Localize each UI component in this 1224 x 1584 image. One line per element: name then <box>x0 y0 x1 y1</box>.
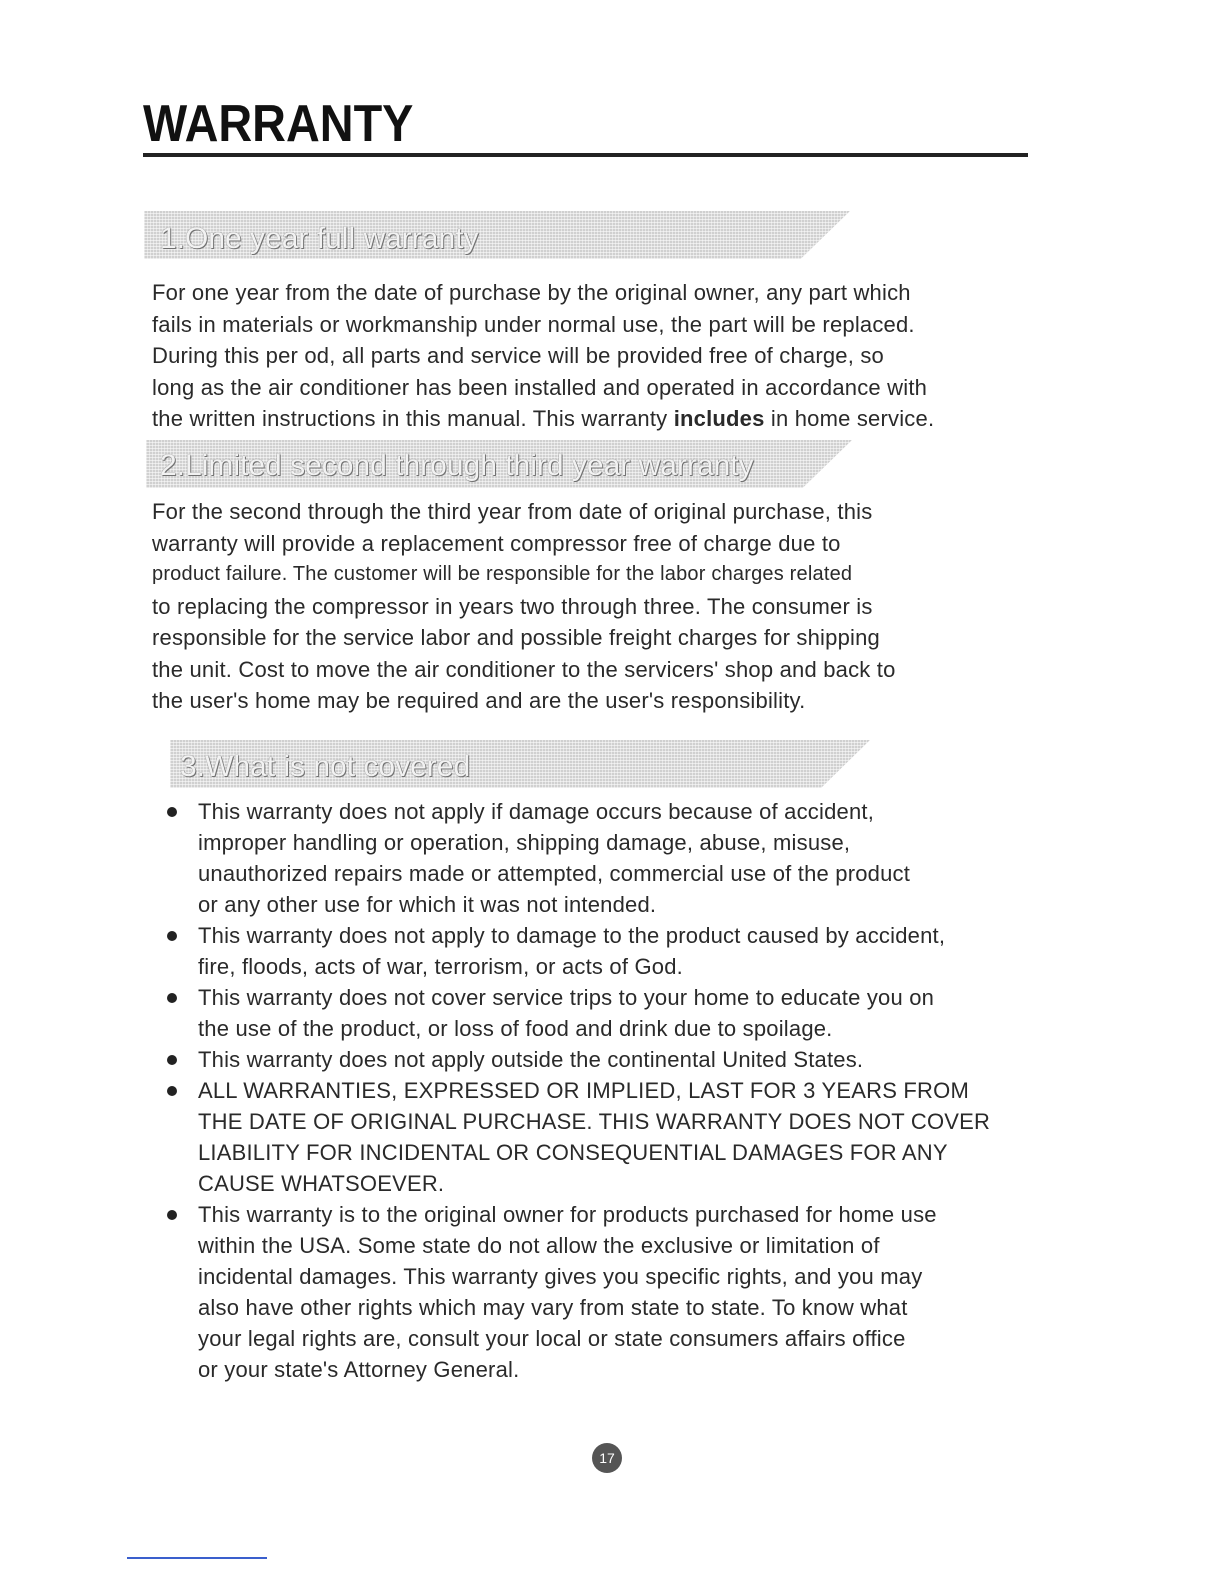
list-item-line: This warranty does not apply outside the continental United States. <box>198 1047 864 1072</box>
list-item-line: also have other rights which may vary from state to state. To know what <box>198 1295 908 1320</box>
section-1-body <box>152 277 1072 435</box>
section-1-line <box>152 403 1072 435</box>
list-item <box>165 982 1095 1044</box>
title-underline <box>143 153 1028 157</box>
section-2-line: product failure. The customer will be responsible for the labor charges related <box>152 563 853 585</box>
list-item-line: LIABILITY FOR INCIDENTAL OR CONSEQUENTIAL DAMAGES FOR ANY <box>198 1140 948 1165</box>
section-2-line: the unit. Cost to move the air conditioner to the servicers' shop and back to <box>152 656 896 682</box>
bullet-icon <box>167 993 177 1003</box>
list-item-line: This warranty is to the original owner for products purchased for home use <box>198 1202 937 1227</box>
list-item-line: This warranty does not apply to damage to the product caused by accident, <box>198 923 946 948</box>
section-2-body <box>152 496 1072 717</box>
section-1-heading: 1.One year full warranty <box>160 222 479 255</box>
section-1-line: fails in materials or workmanship under normal use, the part will be replaced. <box>152 311 915 337</box>
bullet-icon <box>167 807 177 817</box>
list-item <box>165 1199 1095 1385</box>
page-number-badge: 17 <box>592 1443 622 1473</box>
list-item-line: incidental damages. This warranty gives you specific rights, and you may <box>198 1264 923 1289</box>
section-2-line: responsible for the service labor and possible freight charges for shipping <box>152 625 880 650</box>
bullet-icon <box>167 1210 177 1220</box>
list-item-line: CAUSE WHATSOEVER. <box>198 1171 445 1196</box>
list-item-line: or any other use for which it was not intended. <box>198 892 657 917</box>
list-item-line: unauthorized repairs made or attempted, commercial use of the product <box>198 861 911 886</box>
list-item <box>165 796 1095 920</box>
list-item-line: fire, floods, acts of war, terrorism, or acts of God. <box>198 954 683 979</box>
footnote-rule <box>127 1557 267 1559</box>
list-item-line: or your state's Attorney General. <box>198 1357 520 1382</box>
section-1-includes: includes <box>673 406 765 431</box>
bullet-icon <box>167 1055 177 1065</box>
list-item-line: THE DATE OF ORIGINAL PURCHASE. THIS WARRANTY DOES NOT COVER <box>198 1109 991 1134</box>
section-1-last-post: in home service. <box>764 406 935 431</box>
section-1-last-pre: the written instructions in this manual. This warranty <box>152 406 674 431</box>
list-item-line: ALL WARRANTIES, EXPRESSED OR IMPLIED, LAST FOR 3 YEARS FROM <box>198 1078 969 1103</box>
list-item-line: the use of the product, or loss of food and drink due to spoilage. <box>198 1016 833 1041</box>
section-2-line: to replacing the compressor in years two through three. The consumer is <box>152 593 873 619</box>
section-2-line: the user's home may be required and are the user's responsibility. <box>152 688 806 713</box>
page-title: WARRANTY <box>143 95 414 153</box>
section-1-line: During this per od, all parts and service will be provided free of charge, so <box>152 343 884 368</box>
list-item <box>165 1044 1095 1075</box>
list-item <box>165 1075 1095 1199</box>
list-item-line: within the USA. Some state do not allow the exclusive or limitation of <box>198 1233 880 1258</box>
section-2-line: For the second through the third year from date of original purchase, this <box>152 499 873 524</box>
list-item-line: This warranty does not apply if damage occurs because of accident, <box>198 799 875 824</box>
bullet-icon <box>167 931 177 941</box>
not-covered-list <box>165 796 1095 1385</box>
section-3-heading: 3.What is not covered <box>180 750 471 783</box>
section-1-line: long as the air conditioner has been installed and operated in accordance with <box>152 374 928 400</box>
list-item-line: your legal rights are, consult your local or state consumers affairs office <box>198 1326 906 1351</box>
list-item <box>165 920 1095 982</box>
section-2-heading: 2.Limited second through third year warranty <box>160 449 754 482</box>
list-item-line: improper handling or operation, shipping damage, abuse, misuse, <box>198 830 851 855</box>
section-2-line: warranty will provide a replacement compressor free of charge due to <box>152 530 841 556</box>
bullet-icon <box>167 1086 177 1096</box>
list-item-line: This warranty does not cover service trips to your home to educate you on <box>198 985 935 1010</box>
section-1-line: For one year from the date of purchase by the original owner, any part which <box>152 280 911 305</box>
